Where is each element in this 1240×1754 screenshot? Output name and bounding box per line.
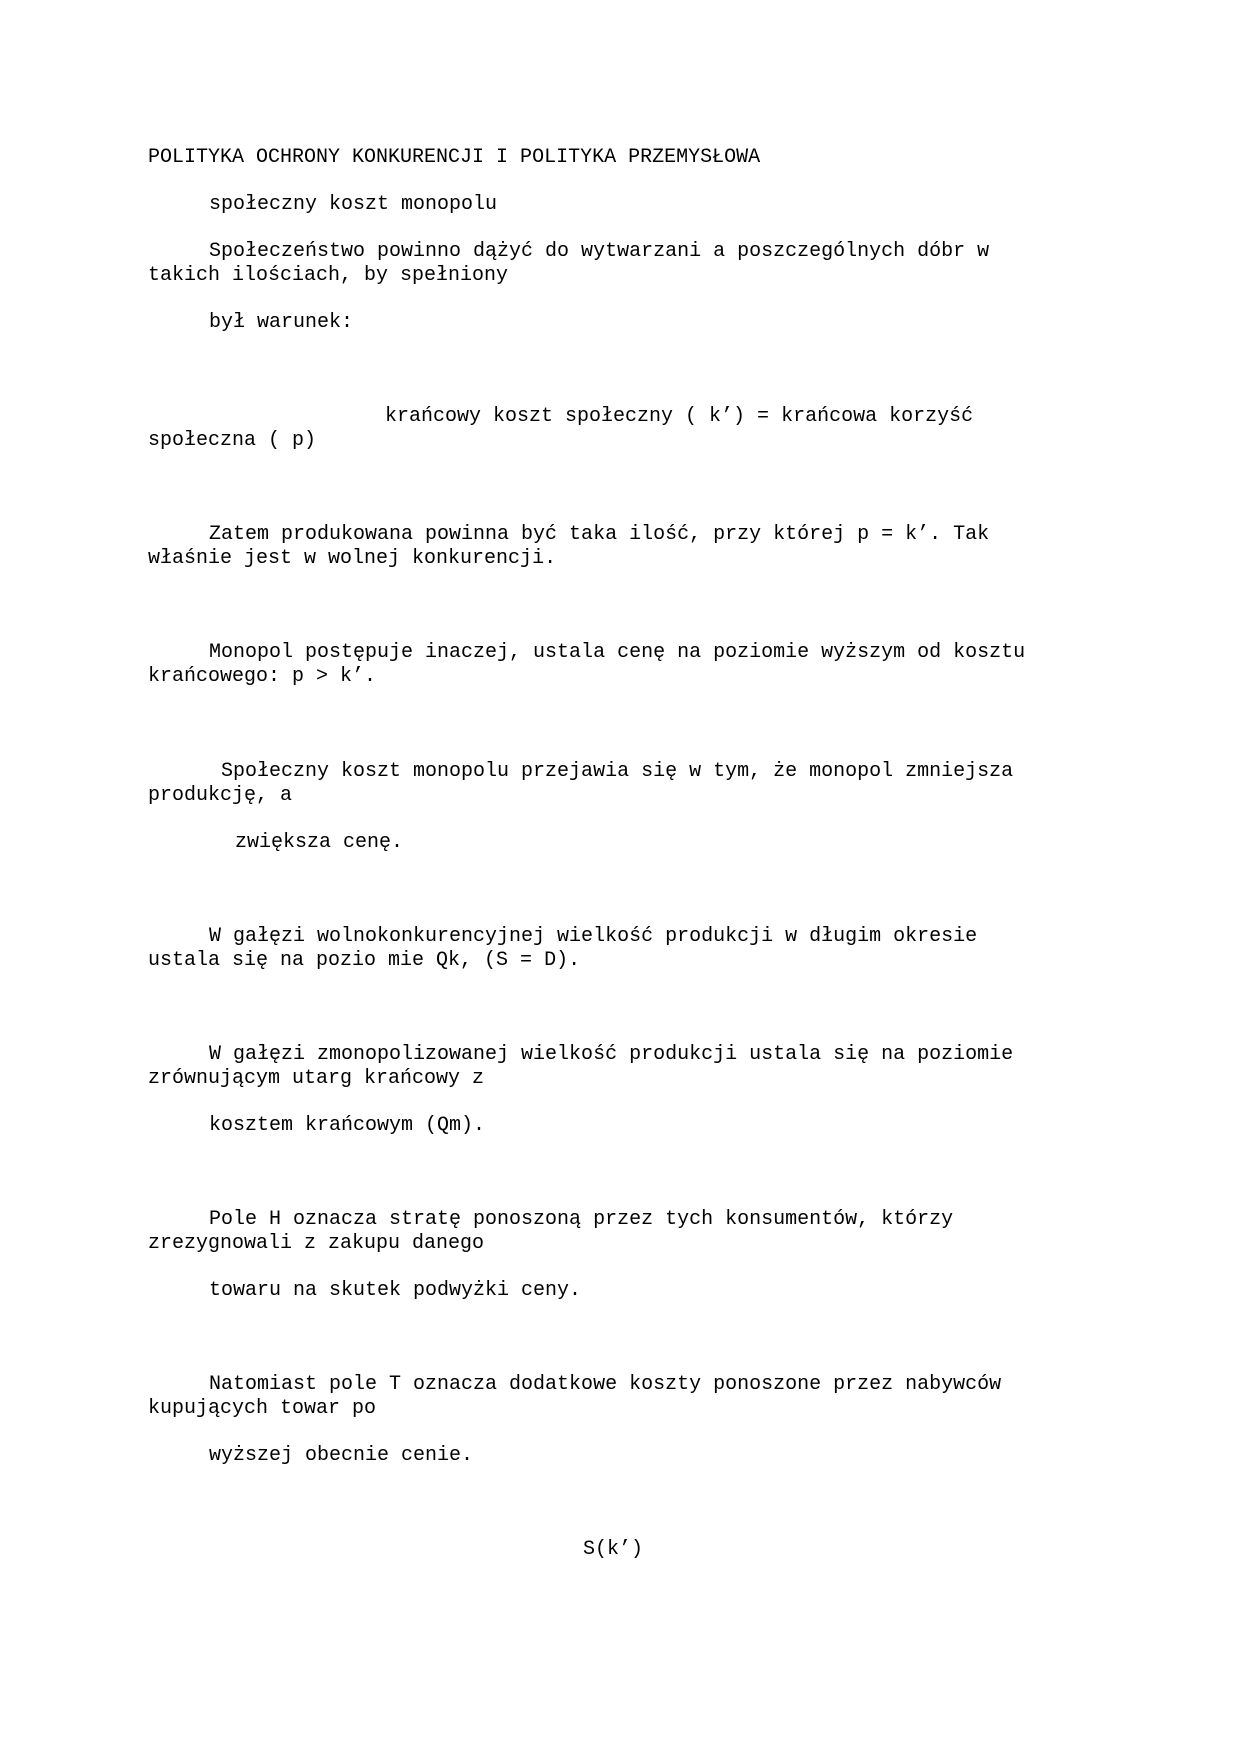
paragraph-line: Społeczeństwo powinno dążyć do wytwarzani a poszczególnych dóbr w [209, 240, 990, 263]
paragraph-line: towaru na skutek podwyżki ceny. [209, 1279, 582, 1302]
figure-label: S(k’) [583, 1538, 644, 1561]
paragraph-line: Monopol postępuje inaczej, ustala cenę na poziomie wyższym od kosztu [209, 641, 1026, 664]
paragraph-line: Pole H oznacza stratę ponoszoną przez tych konsumentów, którzy [209, 1208, 954, 1231]
paragraph-line: był warunek: [209, 311, 354, 334]
formula-line: społeczna ( p) [148, 429, 317, 452]
paragraph-line: Zatem produkowana powinna być taka ilość, przy której p = k’. Tak [209, 523, 990, 546]
paragraph-line: Natomiast pole T oznacza dodatkowe koszty ponoszone przez nabywców [209, 1373, 1002, 1396]
paragraph-line: zrównującym utarg krańcowy z [148, 1067, 485, 1090]
paragraph-line: krańcowego: p > k’. [148, 665, 377, 688]
paragraph-line: takich ilościach, by spełniony [148, 264, 509, 287]
document-title: POLITYKA OCHRONY KONKURENCJI I POLITYKA PRZEMYSŁOWA [148, 146, 761, 169]
paragraph-line: kupujących towar po [148, 1397, 377, 1420]
paragraph-line: wyższej obecnie cenie. [209, 1444, 474, 1467]
section-subtitle: społeczny koszt monopolu [209, 193, 498, 216]
paragraph-line: zwiększa cenę. [235, 831, 404, 854]
paragraph-line: kosztem krańcowym (Qm). [209, 1114, 486, 1137]
paragraph-line: produkcję, a [148, 784, 293, 807]
formula-line: krańcowy koszt społeczny ( k’) = krańcowa korzyść [385, 405, 974, 428]
paragraph-line: zrezygnowali z zakupu danego [148, 1232, 485, 1255]
paragraph-line: W gałęzi wolnokonkurencyjnej wielkość produkcji w długim okresie [209, 925, 978, 948]
paragraph-line: Społeczny koszt monopolu przejawia się w tym, że monopol zmniejsza [209, 760, 1014, 783]
paragraph-line: ustala się na pozio mie Qk, (S = D). [148, 949, 581, 972]
paragraph-line: W gałęzi zmonopolizowanej wielkość produkcji ustala się na poziomie [209, 1043, 1014, 1066]
paragraph-line: właśnie jest w wolnej konkurencji. [148, 547, 557, 570]
